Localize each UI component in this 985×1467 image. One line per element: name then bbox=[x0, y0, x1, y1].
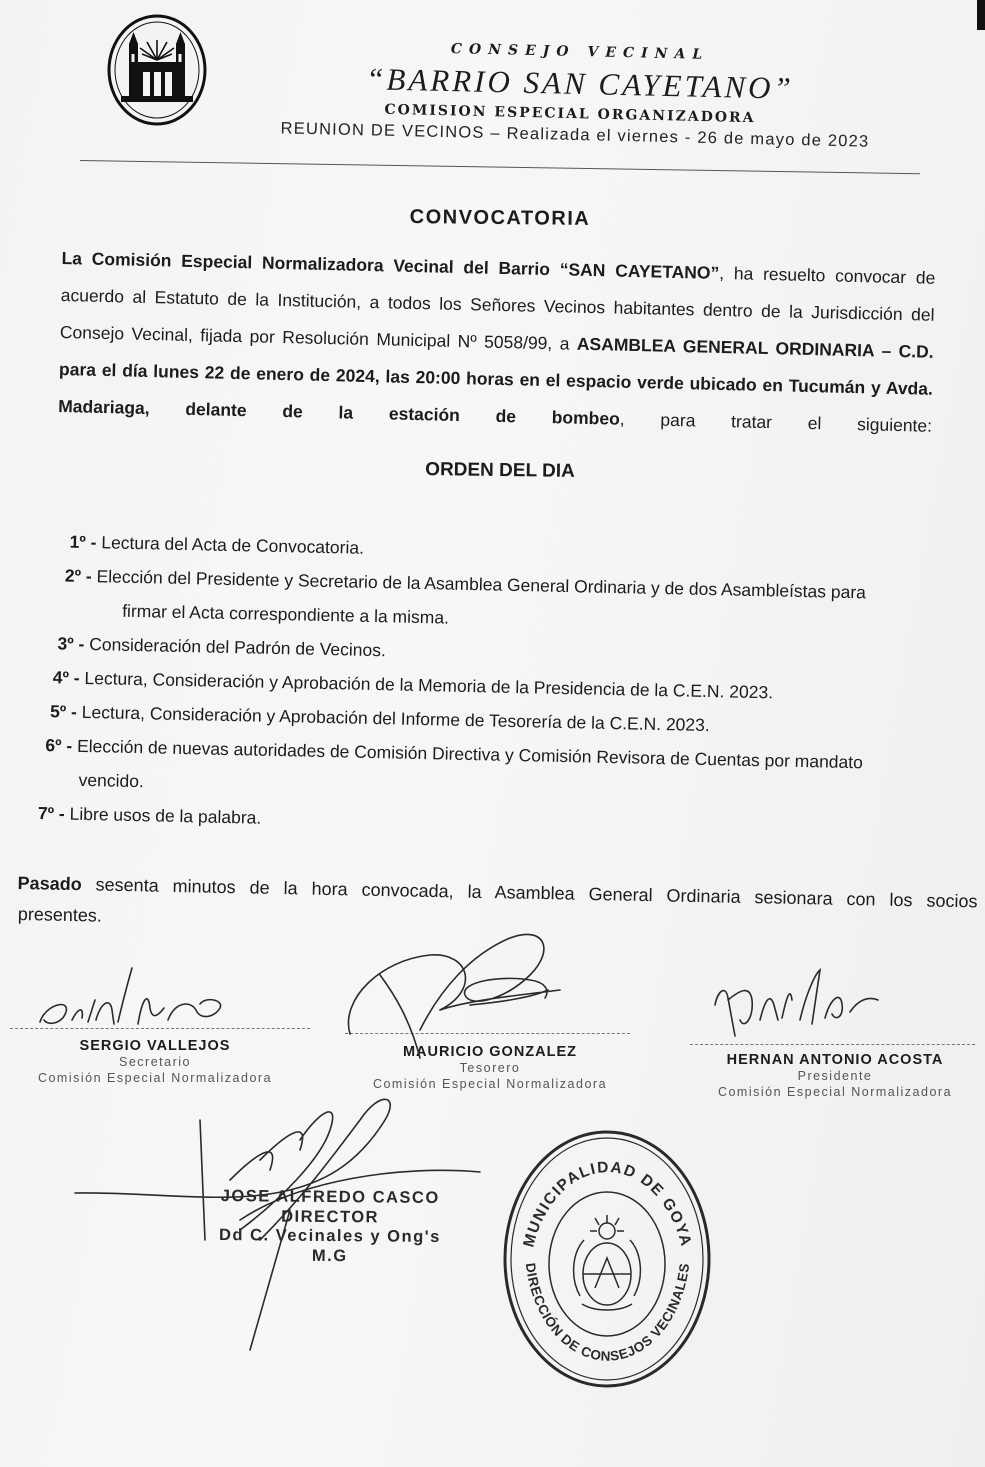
agenda-item-number: 3º - bbox=[57, 633, 85, 654]
agenda-item-continuation: vencido. bbox=[78, 769, 145, 792]
signature-acosta bbox=[715, 970, 878, 1036]
intro-paragraph bbox=[58, 240, 936, 445]
stamp-top-text: MUNICIPALIDAD DE GOYA bbox=[520, 1158, 695, 1250]
coat-of-arms-icon bbox=[574, 1215, 641, 1310]
director-block bbox=[210, 1187, 451, 1267]
intro-text-2: , para tratar el siguiente: bbox=[619, 408, 933, 436]
header-line-comision: COMISION ESPECIAL ORGANIZADORA bbox=[384, 101, 756, 127]
header-line-barrio: “BARRIO SAN CAYETANO” bbox=[365, 61, 795, 106]
signature-vallejos bbox=[40, 968, 221, 1024]
header-divider bbox=[80, 160, 920, 175]
signatory-org: Comisión Especial Normalizadora bbox=[717, 1085, 953, 1099]
director-role: DIRECTOR bbox=[281, 1207, 380, 1226]
signature-block-presidente bbox=[705, 1052, 965, 1100]
agenda-item-number: 7º - bbox=[37, 803, 65, 824]
director-dept: Dd C. Vecinales y Ong's bbox=[218, 1226, 441, 1246]
closing-paragraph bbox=[17, 866, 977, 918]
agenda-item-text: Lectura, Consideración y Aprobación de la Memoria de la Presidencia de la C.E.N. 2023. bbox=[84, 667, 774, 703]
signatory-role: Tesorero bbox=[459, 1061, 521, 1075]
intro-bold-1: La Comisión Especial Normalizadora Vecinal del Barrio “SAN CAYETANO” bbox=[61, 247, 720, 283]
agenda-item-number: 1º - bbox=[69, 531, 97, 553]
signature-line-tesorero bbox=[345, 1033, 630, 1035]
header-line-consejo: CONSEJO VECINAL bbox=[450, 41, 710, 63]
closing-text: sesenta minutos de la hora convocada, la Asamblea General Ordinaria sesionara con los socios bbox=[81, 874, 978, 912]
municipal-stamp bbox=[500, 1128, 715, 1390]
agenda-item-text: Elección de nuevas autoridades de Comisión Directiva y Comisión Revisora de Cuentas por mandato bbox=[76, 735, 864, 773]
signatory-name: HERNAN ANTONIO ACOSTA bbox=[726, 1052, 944, 1068]
agenda-item-number: 5º - bbox=[49, 701, 78, 722]
signature-block-tesorero bbox=[365, 1044, 615, 1092]
agenda-item-text: Elección del Presidente y Secretario de la Asamblea General Ordinaria y de dos Asambleístas para bbox=[96, 566, 867, 603]
agenda-item-number: 2º - bbox=[64, 565, 92, 587]
svg-text:MUNICIPALIDAD DE GOYA bbox=[520, 1159, 694, 1249]
orden-del-dia-title: ORDEN DEL DIA bbox=[425, 459, 575, 482]
signatory-role: Presidente bbox=[797, 1069, 873, 1083]
signatory-org: Comisión Especial Normalizadora bbox=[37, 1071, 273, 1085]
page-edge-shadow bbox=[977, 0, 985, 30]
header-line-reunion: REUNION DE VECINOS – Realizada el viernes - 26 de mayo de 2023 bbox=[280, 119, 870, 151]
agenda-item-text: Consideración del Padrón de Vecinos. bbox=[88, 634, 387, 661]
agenda-list bbox=[34, 524, 960, 849]
agenda-item-continuation: firmar el Acta correspondiente a la misma. bbox=[121, 600, 450, 628]
signatory-org: Comisión Especial Normalizadora bbox=[372, 1077, 608, 1091]
consejo-vecinal-logo bbox=[107, 14, 207, 126]
signatory-name: SERGIO VALLEJOS bbox=[79, 1038, 231, 1054]
signatory-role: Secretario bbox=[119, 1055, 191, 1069]
director-name: JOSE ALFREDO CASCO bbox=[220, 1187, 440, 1207]
director-abbr: M.G bbox=[311, 1246, 348, 1265]
signature-line-presidente bbox=[690, 1044, 975, 1046]
agenda-item-number: 4º - bbox=[52, 667, 80, 688]
agenda-item-text: Libre usos de la palabra. bbox=[69, 803, 262, 828]
signature-line-secretario bbox=[10, 1028, 310, 1030]
closing-paragraph-end: presentes. bbox=[17, 904, 103, 926]
signature-gonzalez bbox=[348, 934, 560, 1058]
stamp-bottom-text: DIRECCIÓN DE CONSEJOS VECINALES bbox=[522, 1261, 693, 1364]
agenda-item-text: Lectura, Consideración y Aprobación del Informe de Tesorería de la C.E.N. 2023. bbox=[81, 701, 710, 736]
signature-block-secretario bbox=[30, 1038, 280, 1086]
intro-bold-2: ASAMBLEA GENERAL ORDINARIA – C.D. para el día lunes 22 de enero de 2024, las 20:00 horas en el espacio verde ubicado en Tucumán y Avda. Madariaga, delante de la estación de bombeo bbox=[58, 333, 934, 429]
svg-text:DIRECCIÓN DE CONSEJOS VECINALE bbox=[523, 1262, 693, 1364]
signatory-name: MAURICIO GONZALEZ bbox=[402, 1044, 578, 1060]
agenda-item-text: Lectura del Acta de Convocatoria. bbox=[101, 532, 365, 558]
document-title: CONVOCATORIA bbox=[409, 206, 591, 230]
intro-text-1: , ha resuelto convocar de acuerdo al Estatuto de la Institución, a todos los Señores Vecinos habitantes dentro de la Jurisdicción del Consejo Vecinal, fijada por Resolución Municipal Nº 5058/99, a bbox=[59, 262, 936, 354]
closing-bold: Pasado bbox=[17, 872, 82, 895]
agenda-item-number: 6º - bbox=[45, 735, 73, 756]
